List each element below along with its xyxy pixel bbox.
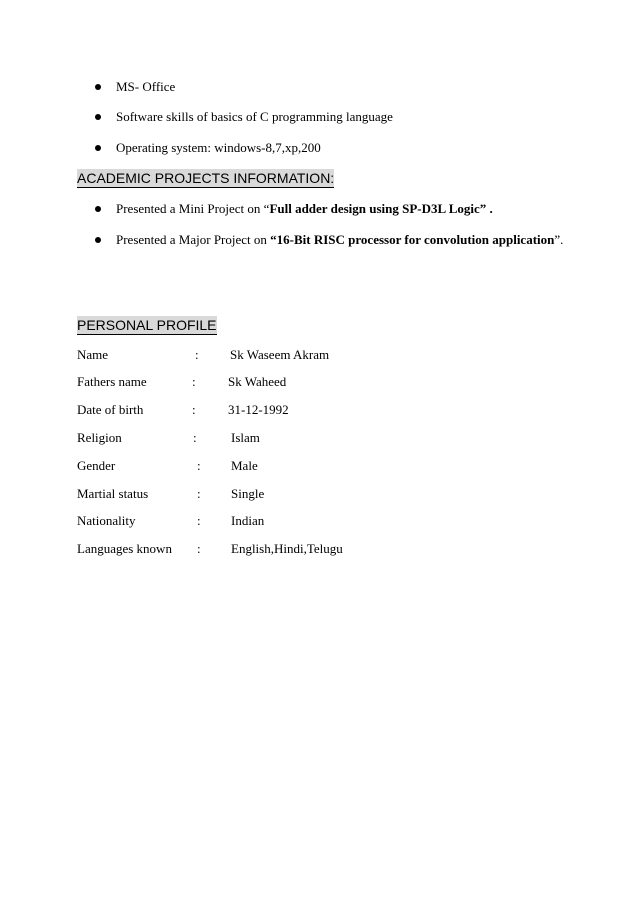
personal-profile-heading: PERSONAL PROFILE bbox=[77, 317, 217, 333]
bullet-icon bbox=[95, 237, 101, 243]
project-title: “16-Bit RISC processor for convolution application bbox=[270, 232, 555, 247]
project-title: Full adder design using SP-D3L Logic” . bbox=[269, 201, 493, 216]
project-prefix: Presented a Mini Project on “ bbox=[116, 201, 270, 216]
profile-value: Sk Waseem Akram bbox=[230, 347, 330, 362]
profile-colon: : bbox=[195, 347, 199, 362]
academic-projects-heading: ACADEMIC PROJECTS INFORMATION: bbox=[77, 170, 335, 186]
profile-value: Sk Waheed bbox=[228, 374, 287, 389]
profile-colon: : bbox=[197, 541, 201, 556]
bullet-icon bbox=[95, 145, 101, 151]
bullet-icon bbox=[95, 114, 101, 120]
profile-value: Single bbox=[231, 486, 265, 501]
profile-label: Gender bbox=[77, 458, 116, 473]
bullet-icon bbox=[95, 206, 101, 212]
profile-label: Fathers name bbox=[77, 374, 147, 389]
profile-label: Languages known bbox=[77, 541, 172, 556]
profile-value: 31-12-1992 bbox=[228, 402, 289, 417]
profile-colon: : bbox=[197, 458, 201, 473]
profile-label: Religion bbox=[77, 430, 122, 445]
project-text bbox=[116, 231, 563, 249]
skill-text: Software skills of basics of C programming language bbox=[116, 109, 393, 124]
profile-colon: : bbox=[197, 513, 201, 528]
profile-value: English,Hindi,Telugu bbox=[231, 541, 343, 556]
skill-text: Operating system: windows-8,7,xp,200 bbox=[116, 140, 321, 155]
profile-value: Islam bbox=[231, 430, 260, 445]
project-text bbox=[116, 200, 493, 218]
project-suffix: ”. bbox=[554, 232, 564, 247]
profile-colon: : bbox=[192, 402, 196, 417]
profile-label: Name bbox=[77, 347, 109, 362]
profile-label: Date of birth bbox=[77, 402, 144, 417]
profile-colon: : bbox=[197, 486, 201, 501]
bullet-icon bbox=[95, 84, 101, 90]
profile-value: Male bbox=[231, 458, 258, 473]
skill-text: MS- Office bbox=[116, 79, 176, 94]
profile-value: Indian bbox=[231, 513, 265, 528]
project-prefix: Presented a Major Project on bbox=[116, 232, 271, 247]
profile-colon: : bbox=[193, 430, 197, 445]
profile-label: Martial status bbox=[77, 486, 149, 501]
profile-label: Nationality bbox=[77, 513, 136, 528]
profile-colon: : bbox=[192, 374, 196, 389]
